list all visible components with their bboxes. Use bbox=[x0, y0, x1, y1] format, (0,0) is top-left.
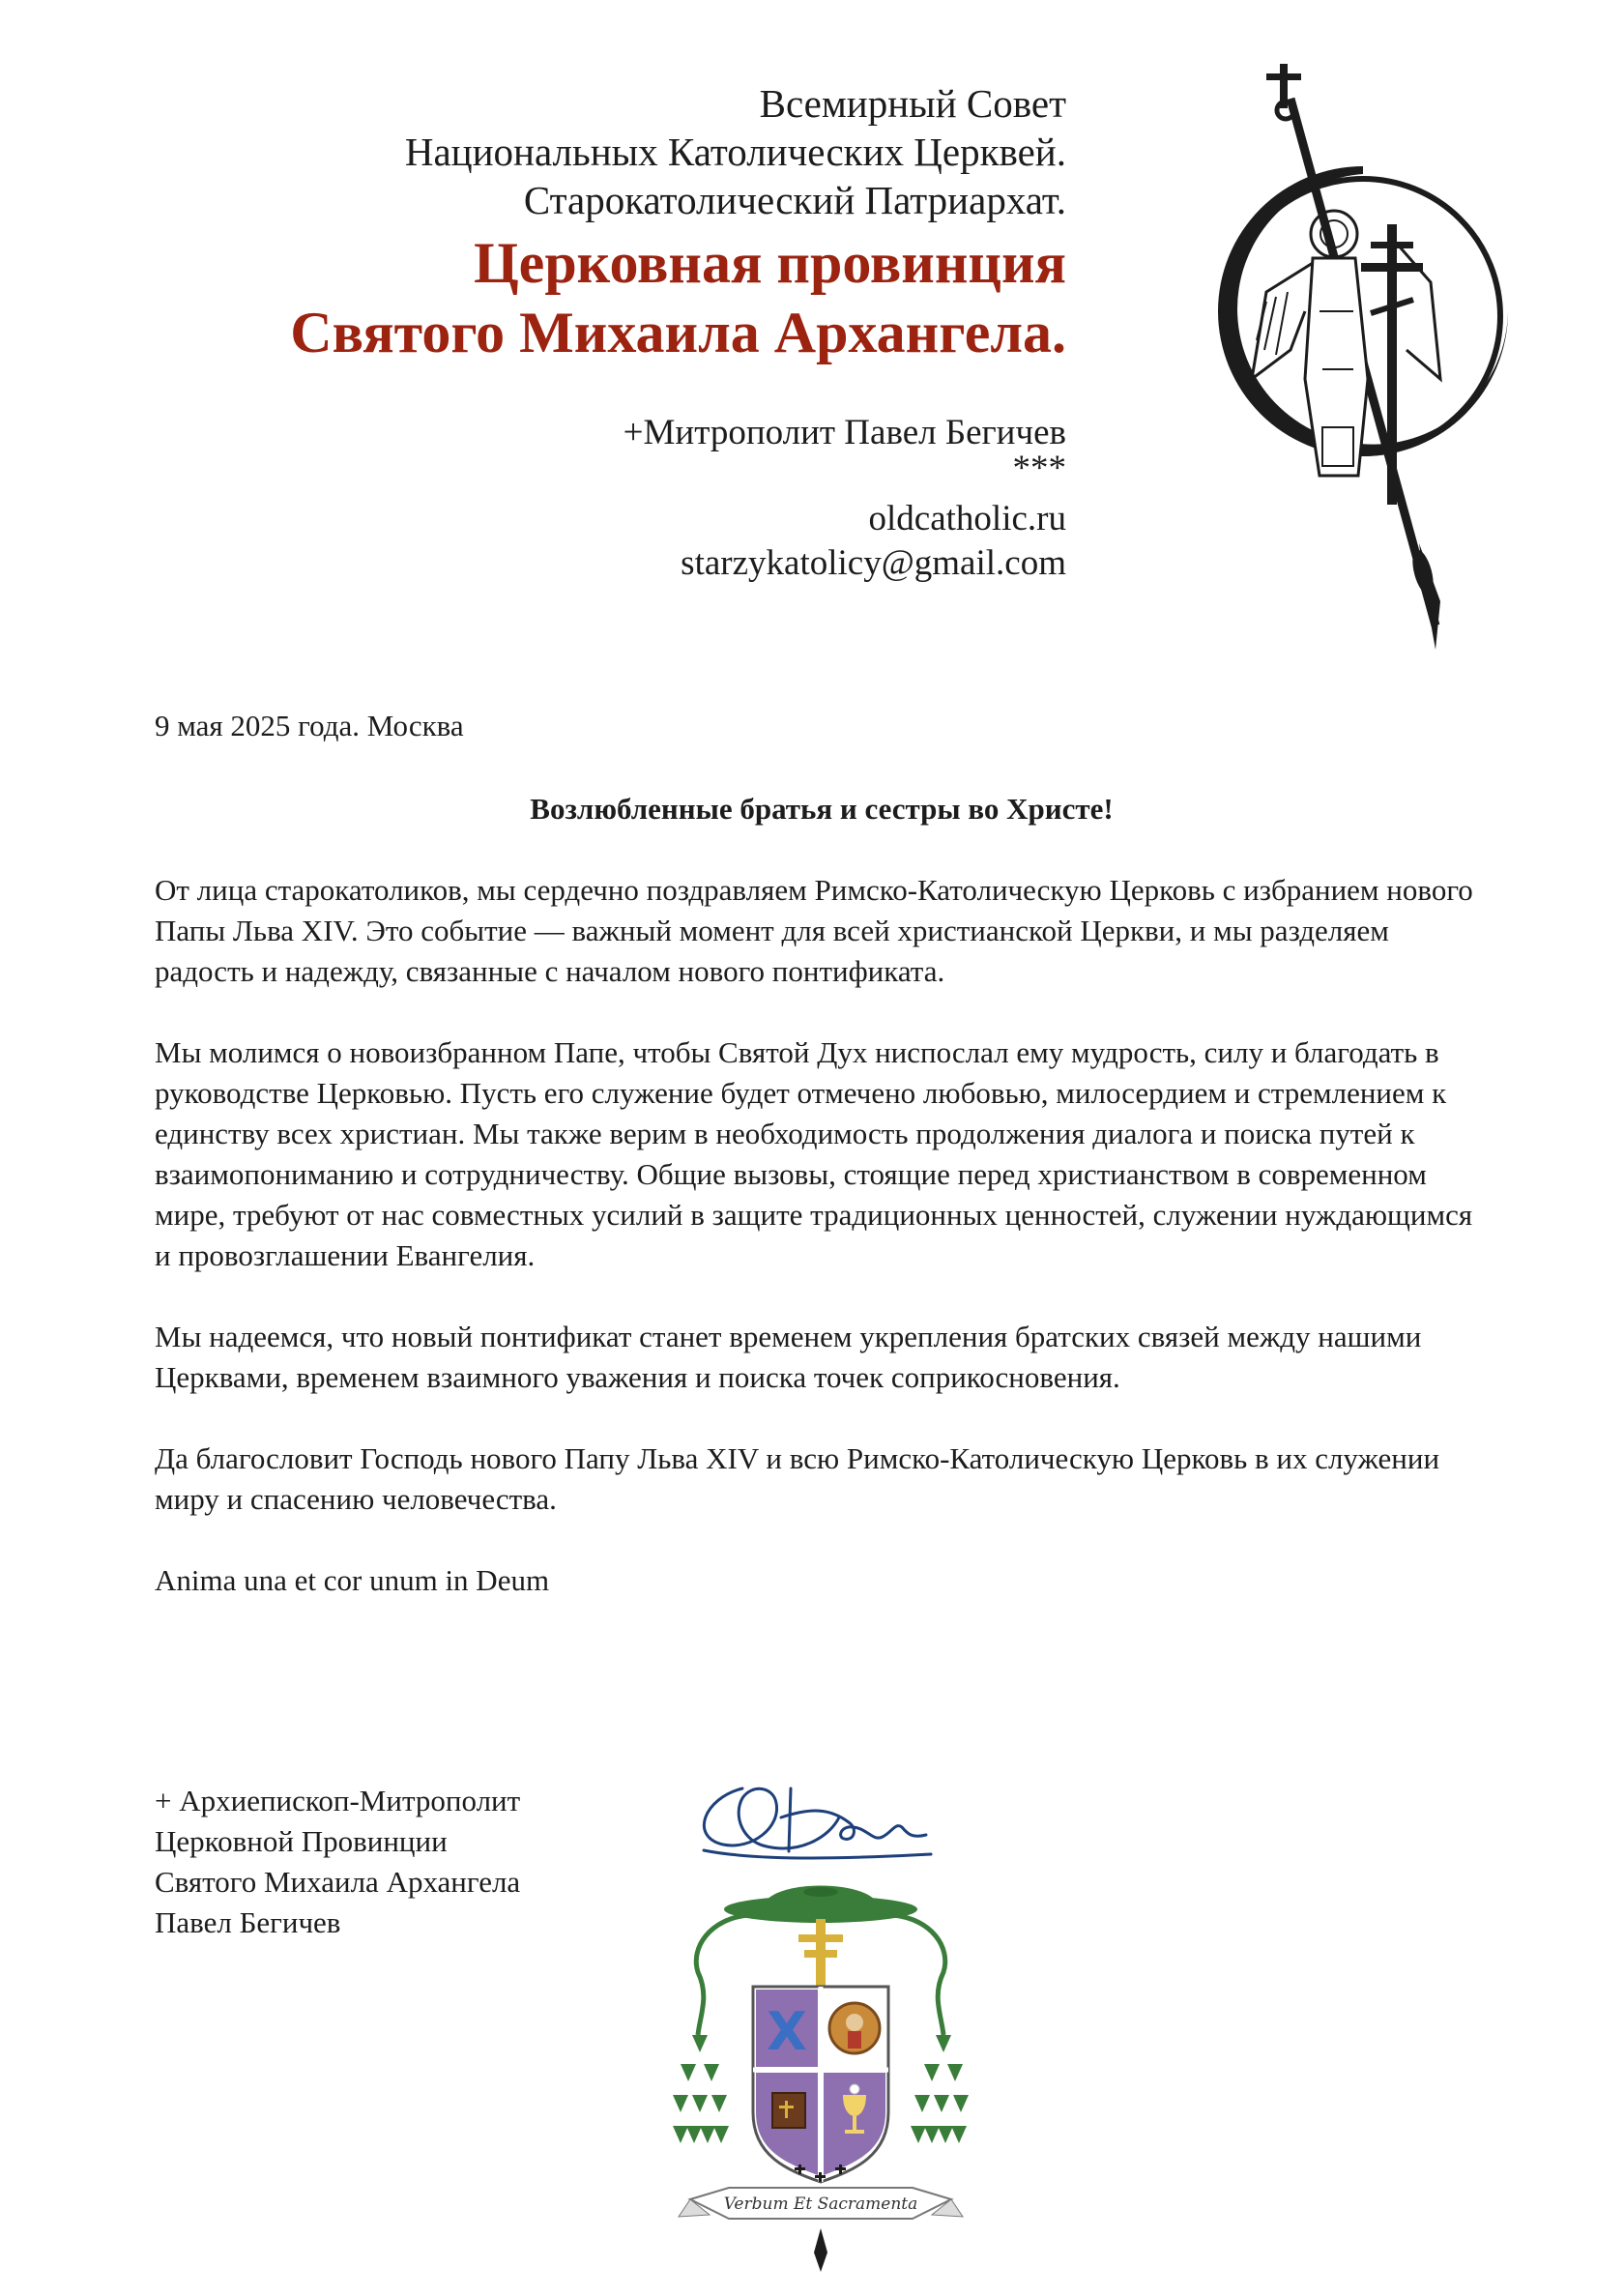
org-line-3: Старокатолический Патриархат. bbox=[523, 178, 1066, 222]
handwritten-signature bbox=[684, 1769, 936, 1875]
motto-text: Verbum Et Sacramenta bbox=[723, 2194, 918, 2214]
signature-line-2: Церковной Провинции bbox=[155, 1824, 448, 1858]
metropolitan-name: +Митрополит Павел Бегичев bbox=[623, 413, 1066, 452]
paragraph-1: От лица старокатоликов, мы сердечно поздравляем Римско-Католическую Церковь с избранием нового Папы Льва XIV. Это событие — важный момент для всей христианской Церкви, и мы разделяем радость и надежду, связанные с началом нового понтификата. bbox=[155, 873, 1473, 988]
x-letter: X bbox=[767, 2001, 807, 2062]
province-title-2: Святого Михаила Архангела. bbox=[290, 301, 1066, 364]
coat-of-arms-icon bbox=[671, 1880, 971, 2277]
email-text: starzykatolicy@gmail.com bbox=[681, 543, 1066, 583]
signature-line-3: Святого Михаила Архангела bbox=[155, 1865, 521, 1899]
signature-line-4: Павел Бегичев bbox=[155, 1905, 341, 1939]
paragraph-4: Да благословит Господь нового Папу Льва XIV и всю Римско-Католическую Церковь в их служении миру и спасению человечества. bbox=[155, 1441, 1440, 1516]
paragraph-3: Мы надеемся, что новый понтификат станет временем укрепления братских связей между нашими Церквами, временем взаимного уважения и поиска точек соприкосновения. bbox=[155, 1320, 1422, 1394]
closing-motto: Anima una et cor unum in Deum bbox=[155, 1563, 550, 1597]
letterhead bbox=[100, 79, 1066, 586]
greeting: Возлюбленные братья и сестры во Христе! bbox=[530, 792, 1114, 826]
date-place: 9 мая 2025 года. Москва bbox=[155, 709, 464, 742]
website-text: oldcatholic.ru bbox=[868, 499, 1066, 538]
province-title-1: Церковная провинция bbox=[474, 231, 1066, 295]
separator-stars: *** bbox=[1012, 449, 1066, 488]
signature-line-1: + Архиепископ-Митрополит bbox=[155, 1784, 521, 1817]
paragraph-2: Мы молимся о новоизбранном Папе, чтобы Святой Дух ниспослал ему мудрость, силу и благодать в руководстве Церковью. Пусть его служение будет отмечено любовью, милосердием и стремлением к единству всех христиан. Мы также верим в необходимость продолжения диалога и поиска путей к взаимопониманию и сотрудничеству. Общие вызовы, стоящие перед христианством в современном мире, требуют от нас совместных усилий в защите традиционных ценностей, служении нуждающимся и провозглашении Евангелия. bbox=[155, 1035, 1473, 1272]
letter-body bbox=[155, 706, 1489, 1642]
signature-block bbox=[155, 1781, 520, 1943]
org-line-1: Всемирный Совет bbox=[759, 81, 1066, 126]
org-line-2: Национальных Католических Церквей. bbox=[404, 130, 1066, 174]
archangel-emblem-icon bbox=[1199, 60, 1527, 659]
